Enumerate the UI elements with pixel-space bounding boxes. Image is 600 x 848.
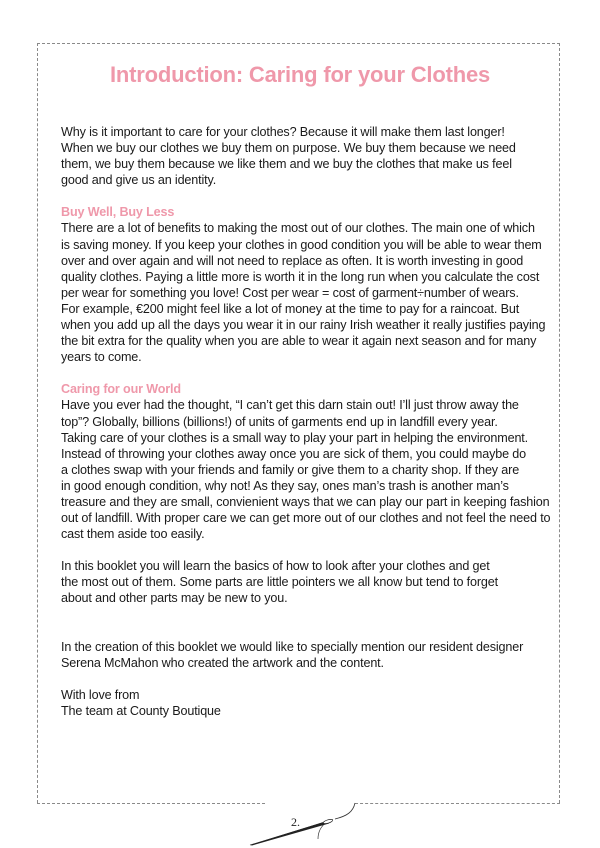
text-line: For example, €200 might feel like a lot of money at the time to pay for a raincoat. But <box>61 301 520 316</box>
signoff <box>61 687 561 719</box>
text-line: treasure and they are small, convienient ways that we can play our part in keeping fashion <box>61 494 550 509</box>
text-line: Why is it important to care for your clothes? Because it will make them last longer! <box>61 125 505 139</box>
text-line: about and other parts may be new to you. <box>61 591 288 606</box>
text-line: When we buy our clothes we buy them on purpose. We buy them because we need <box>61 141 516 156</box>
credits-paragraph <box>61 639 561 671</box>
text-line: over and over again and will not need to replace as often. It is worth investing in good <box>61 253 524 268</box>
text-line: is saving money. If you keep your clothes in good condition you will be able to wear them <box>61 237 542 252</box>
text-line: top”? Globally, billions (billions!) of units of garments end up in landfill every year. <box>61 414 498 429</box>
text-line: out of landfill. With proper care we can get more out of our clothes and not feel the need to <box>61 511 551 526</box>
section-caring-for-world <box>61 381 561 542</box>
text-line: the most out of them. Some parts are little pointers we all know but tend to forget <box>61 575 498 590</box>
page-title: Introduction: Caring for your Clothes <box>109 62 491 87</box>
section-buy-well <box>61 204 561 365</box>
booklet-note-paragraph <box>61 558 561 606</box>
text-line: a clothes swap with your friends and family or give them to a charity shop. If they are <box>61 462 520 477</box>
intro-paragraph <box>61 124 561 188</box>
text-line: when you add up all the days you wear it in our rainy Irish weather it really justifies paying <box>61 318 546 333</box>
text-line: Serena McMahon who created the artwork and the content. <box>61 655 384 670</box>
text-line: good and give us an identity. <box>61 173 217 188</box>
text-line: cast them aside too easily. <box>61 527 205 542</box>
text-line: the bit extra for the quality when you are able to wear it again next season and for many <box>61 334 537 349</box>
text-line: in good enough condition, why not! As they say, ones man’s trash is another man’s <box>61 478 509 493</box>
text-line: Instead of throwing your clothes away once you are sick of them, you could maybe do <box>61 446 526 461</box>
dashed-frame-bottom-left <box>37 803 265 804</box>
text-line: There are a lot of benefits to making the most out of our clothes. The main one of which <box>61 221 535 236</box>
text-line: In the creation of this booklet we would like to specially mention our resident designer <box>61 639 524 654</box>
text-line: With love from <box>61 687 140 702</box>
text-line: quality clothes. Paying a little more is worth it in the long run when you calculate the cost <box>61 269 540 284</box>
section-heading: Buy Well, Buy Less <box>61 205 175 220</box>
page-number: 2. <box>291 815 300 829</box>
needle-and-thread-icon <box>245 800 365 848</box>
section-heading: Caring for our World <box>61 382 181 397</box>
text-line: years to come. <box>61 350 142 365</box>
text-line: Taking care of your clothes is a small way to play your part in helping the environment. <box>61 430 529 445</box>
page-body <box>61 124 561 719</box>
text-line: Have you ever had the thought, “I can’t get this darn stain out! I’ll just throw away the <box>61 398 519 413</box>
text-line: them, we buy them because we like them and we buy the clothes that make us feel <box>61 157 512 172</box>
text-line: The team at County Boutique <box>61 703 221 718</box>
text-line: per wear for something you love! Cost per wear = cost of garment÷number of wears. <box>61 285 519 300</box>
dashed-frame-bottom-right <box>355 803 560 804</box>
text-line: In this booklet you will learn the basics of how to look after your clothes and get <box>61 559 490 574</box>
